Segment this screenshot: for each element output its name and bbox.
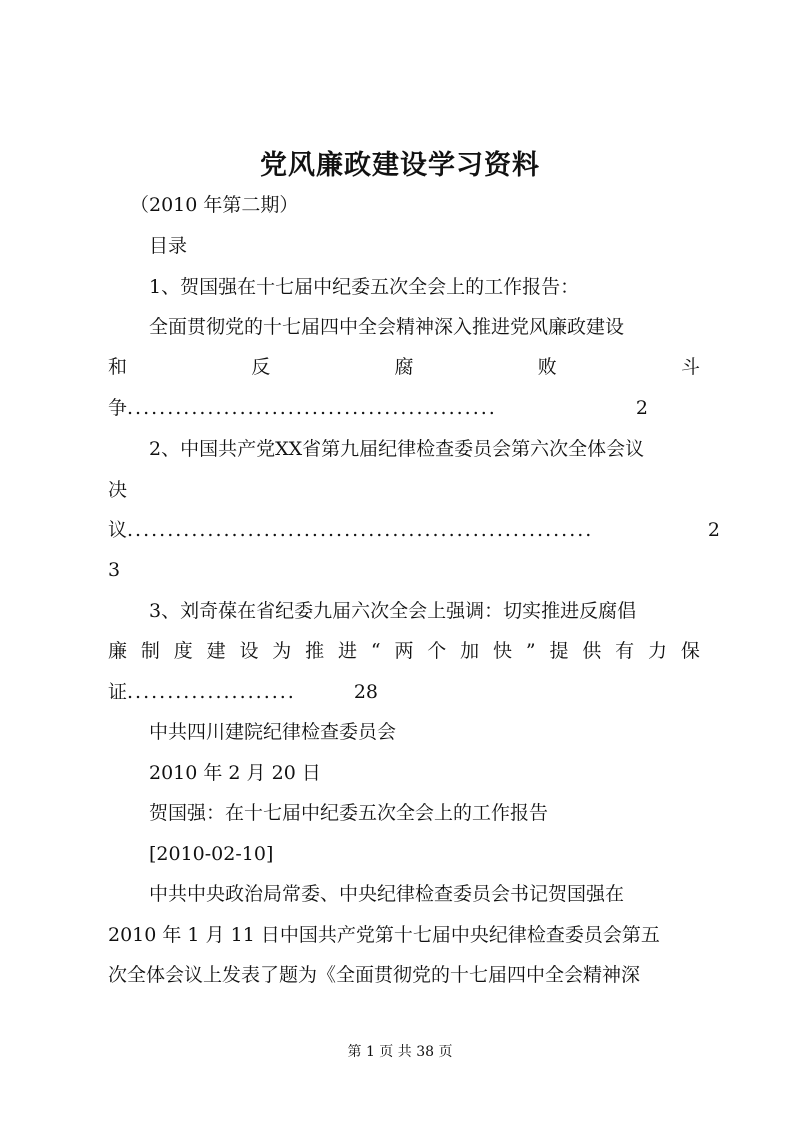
- document-date: 2010 年 2 月 20 日: [149, 762, 321, 784]
- toc-item-3-heading[interactable]: 3、刘奇葆在省纪委九届六次全会上强调：切实推进反腐倡: [149, 600, 637, 622]
- dot-leader: ..........................................................: [127, 519, 594, 541]
- toc-item-3-spread-line[interactable]: [108, 639, 700, 663]
- toc-char: 加: [460, 640, 480, 662]
- toc-char: 提: [549, 640, 569, 662]
- toc-char: 腐: [394, 356, 414, 378]
- toc-char: “: [370, 640, 381, 662]
- document-title: 党风廉政建设学习资料: [260, 150, 540, 181]
- toc-char: 供: [582, 640, 602, 662]
- toc-item-1-heading[interactable]: 1、贺国强在十七届中纪委五次全会上的工作报告：: [149, 276, 580, 298]
- toc-char: 有: [615, 640, 635, 662]
- page-footer: 第 1 页 共 38 页: [347, 1044, 453, 1060]
- toc-item-1-leader[interactable]: [108, 396, 648, 420]
- body-line: 2010 年 1 月 11 日中国共产党第十七届中央纪律检查委员会第五: [108, 924, 660, 946]
- toc-char: 设: [239, 640, 259, 662]
- toc-char: 力: [648, 640, 668, 662]
- toc-char: 度: [173, 640, 193, 662]
- toc-char: ”: [525, 640, 536, 662]
- toc-char: 和: [108, 356, 128, 378]
- toc-last-char: 争: [108, 397, 128, 419]
- toc-page-number: 2: [707, 519, 720, 541]
- toc-item-2-page-wrap: 3: [108, 559, 121, 581]
- toc-char: 进: [338, 640, 358, 662]
- toc-item-2-heading[interactable]: 2、中国共产党XX省第九届纪律检查委员会第六次全体会议: [149, 438, 645, 460]
- toc-item-2-leader[interactable]: [108, 518, 720, 542]
- toc-char: 推: [305, 640, 325, 662]
- toc-last-char: 议: [108, 519, 128, 541]
- toc-last-char: 证: [108, 681, 128, 703]
- toc-char: 斗: [680, 356, 700, 378]
- toc-char: 廉: [108, 640, 128, 662]
- toc-char: 败: [537, 356, 557, 378]
- organization: 中共四川建院纪律检查委员会: [149, 721, 397, 743]
- article-title: 贺国强：在十七届中纪委五次全会上的工作报告: [149, 802, 549, 824]
- article-date: [2010-02-10]: [149, 843, 274, 865]
- toc-char: 建: [206, 640, 226, 662]
- issue-label: （2010 年第二期）: [130, 194, 299, 216]
- toc-item-1-subtitle[interactable]: 全面贯彻党的十七届四中全会精神深入推进党风廉政建设: [149, 316, 625, 338]
- toc-item-3-leader[interactable]: [108, 680, 378, 704]
- toc-char: 个: [427, 640, 447, 662]
- toc-char: 为: [272, 640, 292, 662]
- dot-leader: .....................: [127, 681, 296, 703]
- body-line: 中共中央政治局常委、中央纪律检查委员会书记贺国强在: [149, 883, 625, 905]
- toc-char: 快: [493, 640, 513, 662]
- toc-char: 两: [394, 640, 414, 662]
- toc-page-number: 28: [353, 681, 378, 703]
- toc-char: 制: [140, 640, 160, 662]
- toc-item-2-line2[interactable]: 决: [108, 479, 128, 501]
- body-line: 次全体会议上发表了题为《全面贯彻党的十七届四中全会精神深: [108, 964, 641, 986]
- dot-leader: ..............................................: [127, 397, 497, 419]
- toc-char: 反: [251, 356, 271, 378]
- toc-item-1-spread-line[interactable]: [108, 355, 700, 379]
- toc-page-number: 2: [635, 397, 648, 419]
- toc-char: 保: [680, 640, 700, 662]
- toc-heading: 目录: [149, 235, 188, 257]
